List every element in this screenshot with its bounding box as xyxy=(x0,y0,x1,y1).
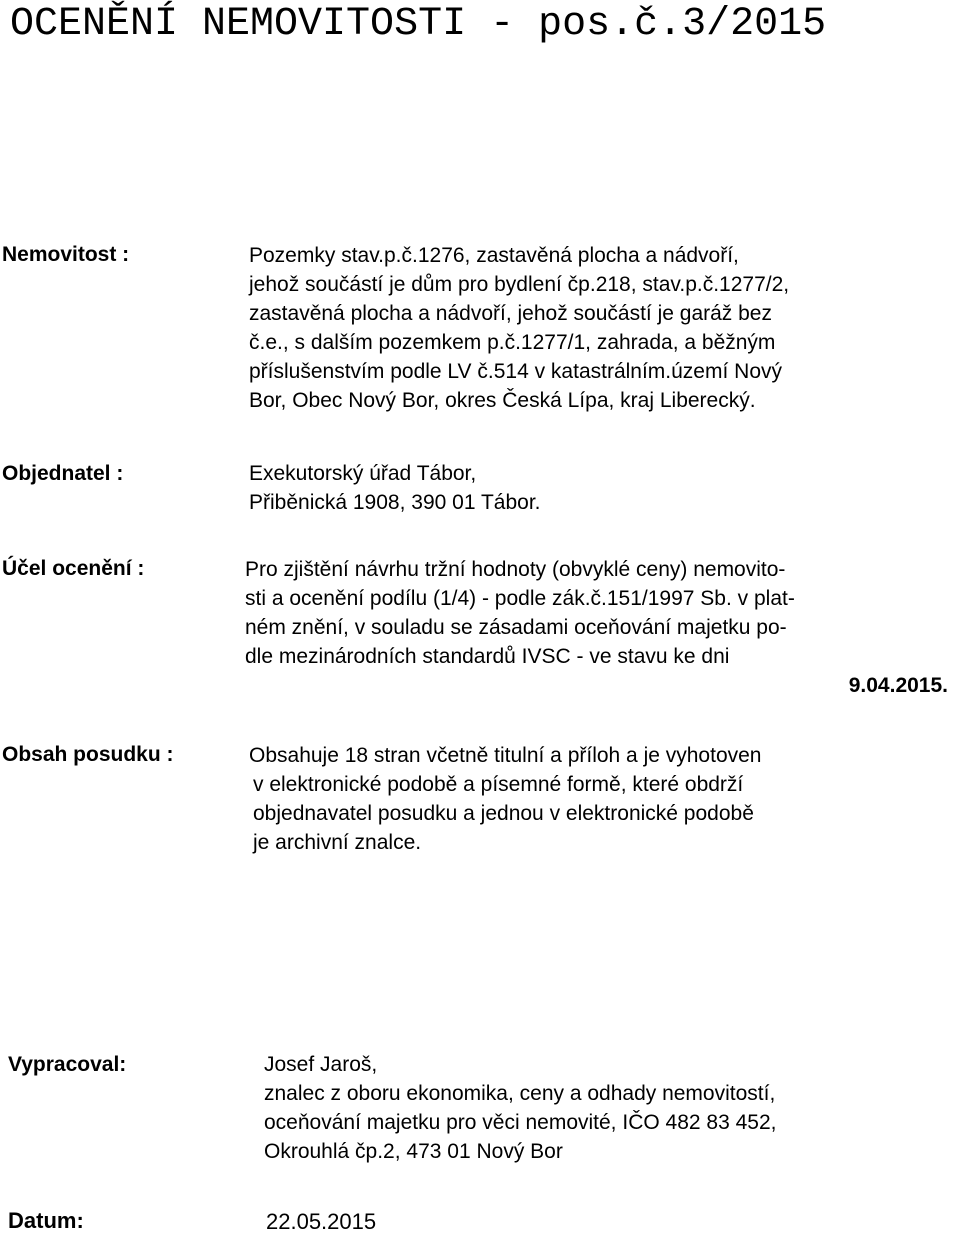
ucel-label: Účel ocenění : xyxy=(2,557,145,580)
obsah-line: Obsahuje 18 stran včetně titulní a příloh a je vyhotoven xyxy=(249,744,762,767)
nemovitost-label: Nemovitost : xyxy=(2,243,130,266)
nemovitost-line: příslušenstvím podle LV č.514 v katastrálním.území Nový xyxy=(249,360,782,383)
author-line: oceňování majetku pro věci nemovité, IČO 482 83 452, xyxy=(264,1111,777,1134)
nemovitost-line: Pozemky stav.p.č.1276, zastavěná plocha a nádvoří, xyxy=(249,244,739,267)
objednatel-line: Přiběnická 1908, 390 01 Tábor. xyxy=(249,491,541,514)
nemovitost-line: č.e., s dalším pozemkem p.č.1277/1, zahrada, a běžným xyxy=(249,331,776,354)
obsah-line: je archivní znalce. xyxy=(253,831,422,854)
obsah-line: objednavatel posudku a jednou v elektronické podobě xyxy=(253,802,754,825)
objednatel-line: Exekutorský úřad Tábor, xyxy=(249,462,477,485)
nemovitost-text xyxy=(249,241,789,415)
vypracoval-text xyxy=(264,1050,776,1166)
ucel-line: dle mezinárodních standardů IVSC - ve stavu ke dni xyxy=(245,645,730,668)
nemovitost-line: jehož součástí je dům pro bydlení čp.218, stav.p.č.1277/2, xyxy=(249,273,790,296)
author-name: Josef Jaroš, xyxy=(264,1053,378,1076)
obsah-label: Obsah posudku : xyxy=(2,743,174,766)
nemovitost-line: zastavěná plocha a nádvoří, jehož součástí je garáž bez xyxy=(249,302,772,325)
vypracoval-label: Vypracoval: xyxy=(8,1053,127,1076)
datum-value: 22.05.2015 xyxy=(266,1209,377,1234)
ucel-line: ném znění, v souladu se zásadami oceňování majetku po- xyxy=(245,616,787,639)
obsah-line: v elektronické podobě a písemné formě, které obdrží xyxy=(253,773,744,796)
author-line: znalec z oboru ekonomika, ceny a odhady nemovitostí, xyxy=(264,1082,776,1105)
nemovitost-line: Bor, Obec Nový Bor, okres Česká Lípa, kraj Liberecký. xyxy=(249,389,756,412)
ucel-line: sti a ocenění podílu (1/4) - podle zák.č.151/1997 Sb. v plat- xyxy=(245,587,795,610)
ucel-line: Pro zjištění návrhu tržní hodnoty (obvyklé ceny) nemovito- xyxy=(245,558,786,581)
author-address: Okrouhlá čp.2, 473 01 Nový Bor xyxy=(264,1140,563,1163)
valuation-date: 9.04.2015. xyxy=(848,674,948,697)
obsah-text xyxy=(249,741,761,857)
objednatel-label: Objednatel : xyxy=(2,462,124,485)
datum-label: Datum: xyxy=(8,1208,84,1233)
page-title: OCENĚNÍ NEMOVITOSTI - pos.č.3/2015 xyxy=(10,2,827,47)
ucel-text xyxy=(245,555,948,700)
objednatel-text xyxy=(249,459,541,517)
